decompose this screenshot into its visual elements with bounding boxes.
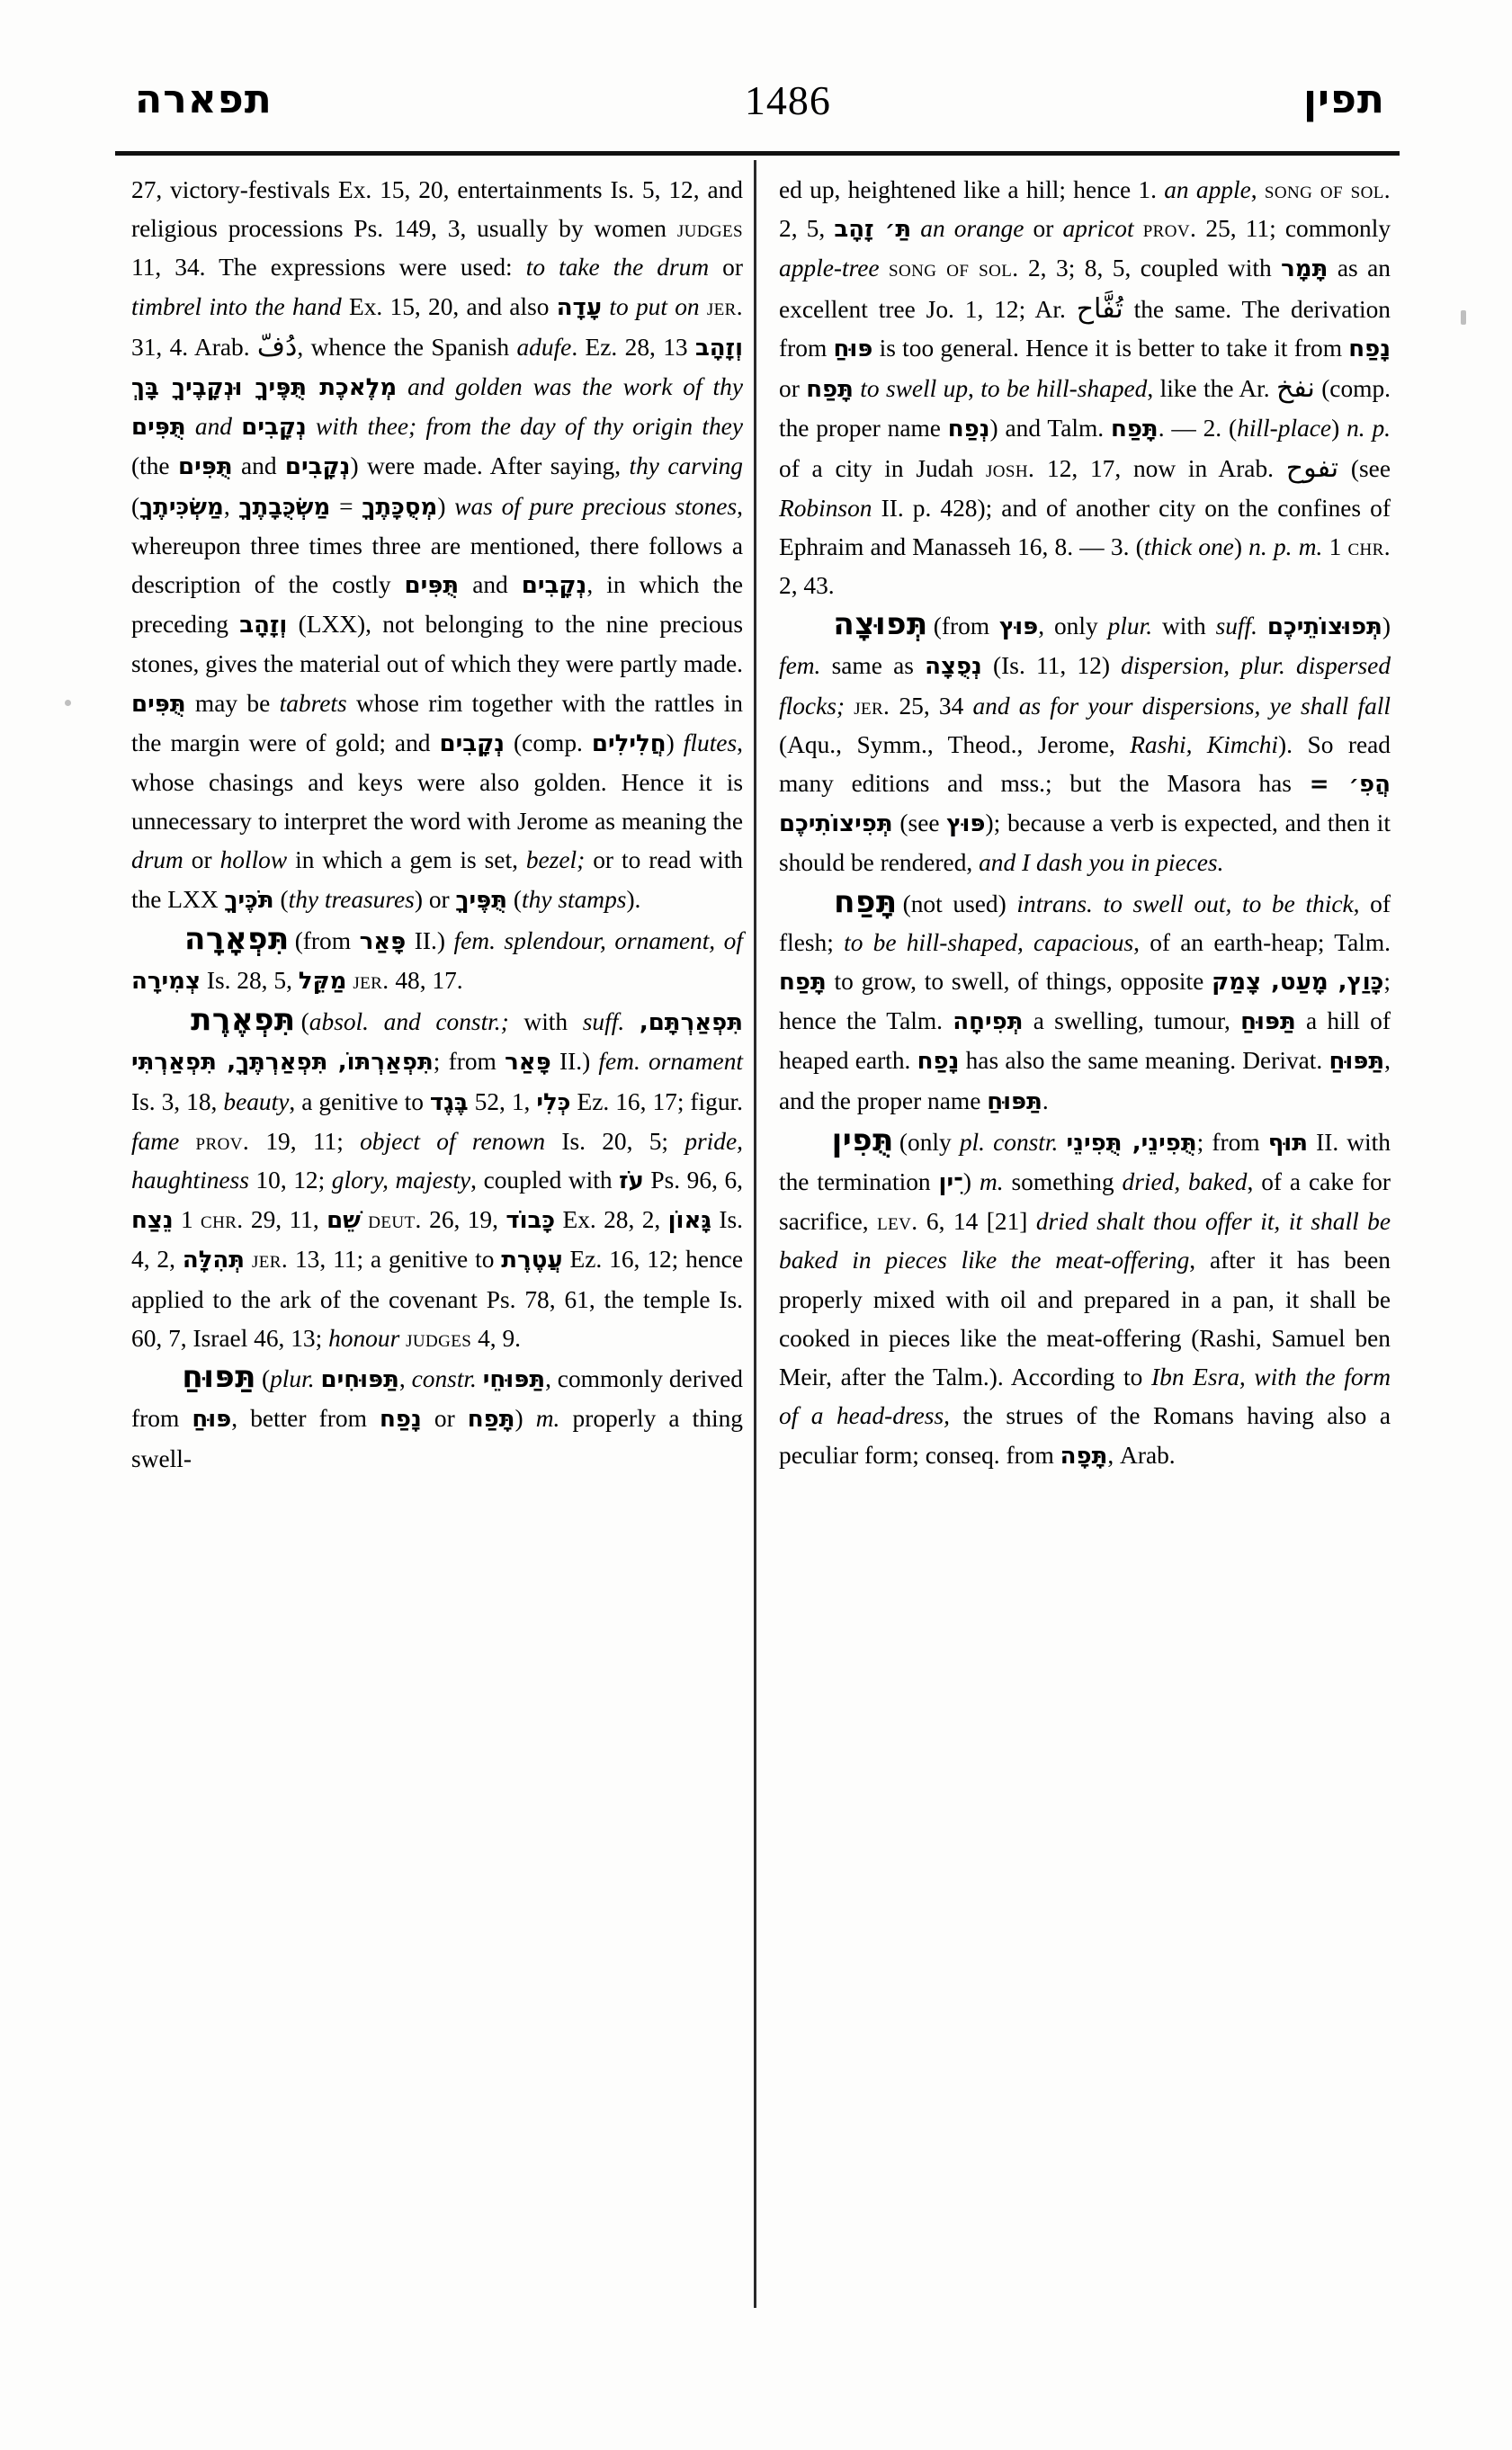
gloss-text: an orange — [920, 215, 1024, 243]
hebrew-text: ־ִין — [938, 1169, 963, 1197]
gloss-text: apricot — [1062, 215, 1134, 243]
hebrew-text: צְמִירָה — [131, 968, 201, 996]
gloss-text: Ibn Esra, with the form of a head-dress, — [779, 1364, 1391, 1430]
gloss-text: intrans. to swell out, to be thick — [1016, 890, 1354, 917]
dictionary-entry: תִּפְאָרָה (from פָּאַר II.) fem. splendour, ornament, of צְמִירָה Is. 28, 5, מַקֵּל jer. 48, 17. — [131, 920, 743, 996]
gloss-text: with thee; from the day of thy origin they — [306, 413, 743, 441]
gloss-text: absol. — [309, 1008, 369, 1036]
gloss-text: timbrel into the hand — [131, 292, 342, 320]
hebrew-text: תֻּפִינֵי, תֻּפִינֵי — [1066, 1129, 1197, 1157]
gloss-text: object of renown — [360, 1127, 546, 1155]
hebrew-text: נְפֻצָה — [925, 653, 982, 681]
gloss-text: of — [715, 926, 743, 954]
gloss-text: hollow — [219, 846, 288, 874]
gloss-text: apple-tree — [779, 255, 880, 282]
gloss-text: glory, majesty — [331, 1167, 471, 1194]
dictionary-entry: תִּפְאֶרֶת (absol. and constr.; with suff. תִּפְאַרְתָּם, תִּפְאַרְתּוֹ, תִּפְאַרְתֶּךָ, תִּפְאַרְתִּי; from פָּאַר II.) fem. ornament Is. 3, 18, beauty, a genitive to בֶּגֶד 52, 1, כְּלִי Ez. 16, 17; figur. fame prov. 19, 11; object of renown Is. 20, 5; pride, haughtiness 10, 12; glory, majesty, coupled with עֹז Ps. 96, 6, נֵצַח 1 chr. 29, 11, שֵׁם deut. 26, 19, כָּבוֹד Ex. 28, 2, גָּאוֹן Is. 4, 2, תְּהִלָּה jer. 13, 11; a genitive to עֲטֶרֶת Ez. 16, 12; hence applied to the ark of the covenant Ps. 78, 61, the temple Is. 60, 7, Israel 46, 13; honour judges 4, 9. — [131, 1002, 744, 1352]
hebrew-text: פּוּחַ — [833, 335, 873, 362]
gloss-text: Rashi, Kimchi — [1130, 730, 1279, 758]
gloss-text: n. p. — [1346, 415, 1391, 443]
entry-headword: תַּפּוּחַ — [171, 1359, 256, 1396]
hebrew-text: פּוּץ — [946, 810, 986, 838]
hebrew-text: תֻּפִּים — [131, 414, 186, 442]
hebrew-text: תָּפָה — [1060, 1442, 1108, 1470]
gloss-text: to be hill-shaped — [980, 375, 1148, 403]
hebrew-text: תֻּפִּים — [177, 453, 233, 481]
hebrew-text: תָּפַח — [467, 1406, 515, 1434]
gloss-text: bezel; — [525, 846, 586, 874]
hebrew-text: בֶּגֶד — [429, 1088, 469, 1116]
gloss-text: pride, haughtiness — [131, 1127, 743, 1194]
hebrew-text: פּוּחַ — [192, 1406, 232, 1434]
gloss-text: m. — [979, 1168, 1004, 1196]
gloss-text: and golden was the work of thy — [397, 373, 743, 401]
hebrew-text: הֲפִ׳ = תְּפִיצוֹתִיכֶם — [779, 771, 1391, 838]
hebrew-text: תְּהִלָּה — [182, 1247, 246, 1274]
hebrew-text: מְסֻכָּתֶךָ — [362, 493, 438, 521]
gloss-text: flutes — [683, 729, 738, 756]
hebrew-text: שֵׁם — [327, 1207, 361, 1235]
scan-speck — [1461, 310, 1466, 325]
hebrew-text: פָּאַר — [505, 1049, 551, 1077]
column-right — [779, 171, 1391, 1476]
gloss-text: to swell up — [860, 375, 969, 403]
gloss-text: was of pure precious stones — [454, 492, 738, 520]
hebrew-text: תַּפּוּחִים — [320, 1366, 399, 1394]
gloss-text: an apple — [1164, 176, 1251, 203]
hebrew-text: תָּמָר — [1281, 255, 1329, 283]
running-head-left-lemma: תפארה — [135, 76, 273, 122]
dictionary-entry: תַּפּוּחַ (plur. תַּפּוּחִים, constr. תַּפּוּחֵי, commonly derived from פּוּחַ, better from נָפַח or תָּפַח) m. properly a thing swell- — [131, 1359, 743, 1472]
hebrew-text: תִּפְאַרְתָּם, תִּפְאַרְתּוֹ, תִּפְאַרְתֶּךָ, תִּפְאַרְתִּי — [131, 1009, 744, 1077]
gloss-text: beauty — [223, 1087, 290, 1115]
hebrew-text: וְזָהָב מְלֶאכֶת תֻּפֶּיךָ וּנְקָבֶיךָ בָּךְ — [131, 334, 744, 402]
gloss-text: and as for your dispersions, ye shall fall — [972, 692, 1391, 720]
hebrew-text: תָּפַח — [779, 969, 827, 997]
scripture-reference: prov. — [195, 1127, 250, 1155]
gloss-text: and — [185, 413, 232, 441]
hebrew-text: וְזָהָב — [239, 612, 288, 639]
hebrew-text: פּוּץ — [999, 613, 1039, 641]
gloss-text: suff. — [582, 1008, 625, 1036]
column-left — [131, 171, 743, 1479]
scripture-reference: song of sol. — [889, 255, 1019, 282]
entry-headword: תֻּפִין — [819, 1122, 894, 1158]
gloss-text: dried shalt thou offer it, it shall be baked in pieces like the meat-offering — [779, 1208, 1391, 1274]
gloss-text: to be hill-shaped, capacious — [844, 928, 1134, 956]
hebrew-text: עֹז — [619, 1167, 644, 1195]
dictionary-entry: תְּפוּצָה (from פּוּץ, only plur. with suff. תְּפוּצוֹתֵיכֶם) fem. same as נְפֻצָה (Is. 11, 12) dispersion, plur. dispersed flocks; jer. 25, 34 and as for your dispersions, ye shall fall (Aqu., Symm., Theod., Jerome, Rashi, Kimchi). So read many editions and mss.; but the Masora has הֲפִ׳ = תְּפִיצוֹתִיכֶם (see פּוּץ); because a verb is expected, and then it should be rendered, and I dash you in pieces. — [779, 606, 1391, 877]
gloss-text: pl. constr. — [959, 1128, 1059, 1156]
scripture-reference: jer. — [353, 967, 389, 995]
hebrew-text: נָפַח — [1348, 335, 1391, 362]
scripture-reference: josh. — [985, 455, 1035, 483]
gloss-text: to put on — [602, 292, 700, 320]
gloss-text: dried, baked — [1122, 1168, 1248, 1196]
gloss-text: adufe — [516, 333, 572, 361]
hebrew-text: תְּפוּצוֹתֵיכֶם — [1266, 613, 1382, 641]
hebrew-text: תַּפּוּחֵי — [482, 1366, 546, 1394]
hebrew-text: כָּוַץ, מָעַט, צָמַק — [1212, 969, 1384, 997]
hebrew-text: חֲלִילִים — [591, 729, 667, 757]
running-head-right-lemma: תפין — [1302, 76, 1385, 122]
scripture-reference: judges — [676, 215, 743, 243]
scripture-reference: jer. — [706, 292, 743, 320]
header-rule — [115, 151, 1400, 156]
gloss-text: constr.; — [435, 1008, 509, 1036]
hebrew-text: נֵצַח — [131, 1207, 174, 1235]
arabic-text: دُفّ — [256, 330, 298, 362]
arabic-text: تُفَّاح — [1076, 292, 1123, 325]
entry-headword: תָּפַח — [819, 883, 898, 920]
gloss-text: Robinson — [779, 494, 872, 522]
hebrew-text: תְּפִיחָה — [953, 1008, 1024, 1036]
gloss-text: m. — [535, 1405, 560, 1433]
hebrew-text: תּוּף — [1267, 1129, 1308, 1157]
hebrew-text: גָּאוֹן — [667, 1207, 711, 1235]
entry-headword: תְּפוּצָה — [819, 606, 928, 643]
hebrew-text: תָּפַח — [1110, 416, 1159, 443]
scripture-reference: chr. — [201, 1206, 244, 1234]
gloss-text: thick one — [1143, 532, 1234, 560]
dictionary-paragraph: ed up, heightened like a hill; hence 1. an apple, song of sol. 2, 5, תַּ׳ זָהָב an orange or apricot prov. 25, 11; commonly apple-tree song of sol. 2, 3; 8, 5, coupled with תָּמָר as an excellent tree Jo. 1, 12; Ar. تُفَّاح the same. The derivation from פּוּחַ is too general. Hence it is better to take it from נָפַח or תָּפַח to swell up, to be hill-shaped, like the Ar. نفخ (comp. the proper name נְפַח) and Talm. תָּפַח. — 2. (hill-place) n. p. of a city in Judah josh. 12, 17, now in Arab. تفوح (see Robinson II. p. 428); and of another city on the confines of Ephraim and Manasseh 16, 8. — 3. (thick one) n. p. m. 1 chr. 2, 43. — [779, 176, 1391, 600]
hebrew-text: נָפַח — [917, 1048, 960, 1076]
gloss-text: fem. splendour, ornament, — [453, 926, 716, 954]
arabic-text: تفوح — [1285, 452, 1339, 485]
scripture-reference: jer. — [251, 1246, 289, 1274]
scripture-reference: jer. — [854, 692, 890, 720]
hebrew-text: תַּפּוּחַ — [1329, 1048, 1385, 1076]
hebrew-text: תַּ׳ זָהָב — [834, 216, 912, 244]
arabic-text: نفخ — [1275, 372, 1315, 405]
gloss-text: tabrets — [279, 689, 347, 717]
gloss-text: hill-place — [1237, 415, 1332, 443]
column-divider-rule — [754, 160, 756, 2308]
gloss-text: honour — [328, 1324, 400, 1352]
entry-headword: תִּפְאֶרֶת — [171, 1002, 296, 1039]
gloss-text: and — [369, 1008, 436, 1036]
gloss-text: and I dash you in pieces. — [979, 849, 1224, 877]
gloss-text: plur. — [270, 1365, 315, 1393]
hebrew-text: עֲטֶרֶת — [501, 1247, 563, 1274]
hebrew-text: מַשְׂכֻּבָתֶךָ — [238, 493, 331, 521]
hebrew-text: כָּבוֹד — [505, 1207, 556, 1235]
hebrew-text: נְקָבִים — [439, 729, 505, 757]
hebrew-text: נְפַח — [947, 416, 990, 443]
gloss-text: to take the drum — [525, 254, 710, 282]
hebrew-text: מַשְׂכִּיתֶךָ — [139, 493, 224, 521]
dictionary-entry: תָּפַח (not used) intrans. to swell out, to be thick, of flesh; to be hill-shaped, capacious, of an earth-heap; Talm. תָּפַח to grow, to swell, of things, opposite כָּוַץ, מָעַט, צָמַק; hence the Talm. תְּפִיחָה a swelling, tumour, תַּפּוּחַ a hill of heaped earth. נָפַח has also the same meaning. Derivat. תַּפּוּחַ, and the proper name תַּפּוּחַ. — [779, 883, 1391, 1115]
hebrew-text: נְקָבִים — [284, 453, 351, 481]
gloss-text: thy carving — [629, 452, 743, 480]
gloss-text: fem. ornament — [598, 1048, 743, 1076]
hebrew-text: פָּאַר — [359, 927, 407, 955]
gloss-text: dispersion, plur. dispersed flocks; — [779, 652, 1391, 720]
gloss-text: fem. — [779, 652, 821, 680]
scripture-reference: chr. — [1347, 532, 1391, 560]
hebrew-text: נְקָבִים — [521, 572, 587, 600]
hebrew-text: נָפַח — [380, 1406, 422, 1434]
page-number: 1486 — [744, 76, 831, 123]
hebrew-text: תַּפּוּחַ — [1240, 1008, 1296, 1036]
running-head — [135, 65, 1385, 135]
gloss-text: plur. — [1107, 612, 1153, 640]
entry-headword: תִּפְאָרָה — [171, 920, 290, 957]
hebrew-text: תָּפַח — [806, 376, 854, 404]
scripture-reference: lev. — [877, 1208, 918, 1236]
hebrew-text: עָדָה — [556, 293, 603, 321]
dictionary-entry: תֻּפִין (only pl. constr. תֻּפִינֵי, תֻּפִינֵי; from תּוּף II. with the termination ־ִין) m. something dried, baked, of a cake for sacrifice, lev. 6, 14 [21] dried shalt thou offer it, it shall be baked in pieces like the meat-offering, after it has been properly mixed with oil and prepared in a pan, it shall be cooked in pieces like the meat-offering (Rashi, Samuel ben Meir, after the Talm.). According to Ibn Esra, with the form of a head-dress, the strues of the Romans having also a peculiar form; conseq. from תָּפָה, Arab. — [779, 1122, 1391, 1470]
hebrew-text: תֻּפִּים — [131, 690, 186, 718]
gloss-text: drum — [131, 846, 183, 874]
hebrew-text: תֻּפִּים — [404, 572, 460, 600]
hebrew-text: תֻּפֶּיךָ — [455, 886, 508, 914]
hebrew-text: תֹּכֶּיךָ — [224, 886, 274, 914]
scripture-reference: deut. — [368, 1206, 422, 1234]
hebrew-text: תַּפּוּחַ — [987, 1087, 1042, 1115]
scripture-reference: prov. — [1142, 215, 1197, 243]
gloss-text: n. p. m. — [1248, 532, 1323, 560]
gloss-text: constr. — [411, 1365, 477, 1393]
scan-speck — [65, 700, 71, 706]
dictionary-paragraph: 27, victory-festivals Ex. 15, 20, entertainments Is. 5, 12, and religious processions Ps. 149, 3, usually by women judges 11, 34. The expressions were used: to take the drum or timbrel into the hand Ex. 15, 20, and also עָדָה to put on jer. 31, 4. Arab. دُفّ, whence the Spanish adufe. Ez. 28, 13 וְזָהָב מְלֶאכֶת תֻּפֶּיךָ וּנְקָבֶיךָ בָּךְ and golden was the work of thy תֻּפִּים and נְקָבִים with thee; from the day of thy origin they (the תֻּפִּים and נְקָבִים) were made. After saying, thy carving (מַשְׂכִּיתֶךָ, מַשְׂכֻּבָתֶךָ = מְסֻכָּתֶךָ) was of pure precious stones, whereupon three times three are mentioned, there follows a description of the costly תֻּפִּים and נְקָבִים, in which the preceding וְזָהָב (LXX), not belonging to the nine precious stones, gives the material out of which they were partly made. תֻּפִּים may be tabrets whose rim together with the rattles in the margin were of gold; and נְקָבִים (comp. חֲלִילִים) flutes, whose chasings and keys were also golden. Hence it is unnecessary to interpret the word with Jerome as meaning the drum or hollow in which a gem is set, bezel; or to read with the LXX תֹּכֶּיךָ (thy treasures) or תֻּפֶּיךָ (thy stamps). — [131, 176, 744, 914]
hebrew-text: מַקֵּל — [298, 968, 347, 996]
scripture-reference: judges — [406, 1324, 472, 1352]
hebrew-text: כְּלִי — [536, 1088, 571, 1116]
gloss-text: suff. — [1215, 612, 1258, 640]
gloss-text: thy stamps — [522, 885, 627, 913]
scripture-reference: song of sol. — [1264, 176, 1391, 203]
gloss-text: thy treasures — [288, 885, 415, 913]
gloss-text: fame — [131, 1127, 180, 1155]
hebrew-text: נְקָבִים — [241, 414, 307, 442]
